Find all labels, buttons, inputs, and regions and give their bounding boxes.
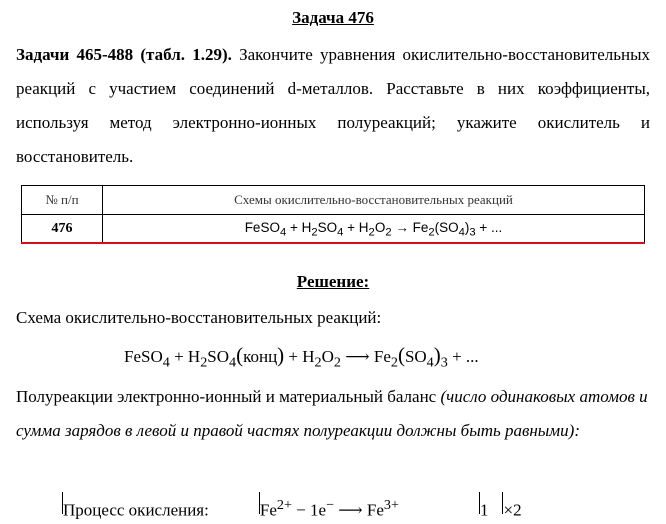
- eq-sub: 2: [368, 226, 375, 239]
- eq-part: O: [374, 219, 386, 235]
- row-equation: [103, 215, 645, 244]
- row-number: 476: [22, 215, 103, 244]
- eq-sub: 2: [333, 354, 341, 371]
- eq-part: + H: [343, 219, 369, 235]
- eq-sub: 2: [390, 354, 398, 371]
- eq-sub: 4: [229, 354, 237, 371]
- eq-paren: (: [397, 343, 405, 367]
- eq-part: + H: [284, 347, 315, 366]
- eq-part: SO: [404, 347, 427, 366]
- oxidation-row: [0, 492, 666, 520]
- task-text: Закончите уравнения окислительно-восстановительных реакций с участием соединений d-металлов. Расставьте в них коэффициенты, используя метод электронно-ионных полуреакций; укажите окислитель и восстановитель.: [16, 45, 651, 166]
- eq-part: + H: [169, 347, 201, 366]
- eq-sub: 4: [337, 226, 344, 239]
- eq-part: (SO: [434, 219, 459, 235]
- reaction-table: [21, 185, 645, 244]
- eq-sub: 3: [469, 226, 476, 239]
- eq-part: конц: [243, 347, 278, 366]
- eq-sub: 4: [279, 226, 287, 239]
- eq-part: FeSO: [244, 219, 280, 235]
- balance-normal: Полуреакции электронно-ионный и материальный баланс: [16, 387, 441, 406]
- process-label: Процесс окисления:: [63, 500, 209, 520]
- eq-arrow: → Fe: [391, 219, 429, 235]
- table-underline: [21, 242, 645, 244]
- eq-paren: ): [433, 343, 441, 367]
- eq-part: FeSO: [124, 347, 163, 366]
- col-header-number: № п/п: [22, 186, 103, 215]
- eq-sub: 2: [311, 226, 318, 239]
- eq-part: SO: [207, 347, 229, 366]
- eq-sub: 4: [162, 354, 170, 371]
- eq-part: O: [321, 347, 334, 366]
- problem-title: Задача 476: [292, 8, 374, 27]
- eq-part: − 1e: [291, 500, 327, 520]
- eq-sub: 4: [426, 354, 434, 371]
- eq-part: ): [464, 219, 470, 235]
- eq-paren: ): [277, 343, 285, 367]
- task-label: Задачи 465-488 (табл. 1.29).: [16, 45, 232, 64]
- coef-one: 1: [479, 500, 489, 520]
- col-header-scheme: Схемы окислительно-восстановительных реакций: [103, 186, 645, 215]
- table-header-row: [22, 186, 645, 215]
- eq-sub: 2: [200, 354, 208, 371]
- eq-tail: + ...: [475, 219, 503, 235]
- eq-sub: 2: [385, 226, 392, 239]
- eq-sub: 2: [314, 354, 322, 371]
- eq-sub: 2: [428, 226, 435, 239]
- eq-part: SO: [317, 219, 338, 235]
- solution-title: Решение:: [296, 272, 370, 291]
- eq-paren: (: [236, 343, 244, 367]
- eq-sup: 2+: [276, 497, 292, 513]
- eq-part: + H: [286, 219, 312, 235]
- balance-italic: (число одинаковых атомов и сумма зарядов в левой и правой частях полуреакции должны быть равными):: [16, 387, 648, 440]
- table-row: [22, 215, 645, 244]
- eq-sub: 3: [440, 354, 448, 371]
- main-equation: [124, 341, 479, 376]
- eq-arrow: ⟶ Fe: [334, 500, 384, 520]
- scheme-label: Схема окислительно-восстановительных реакций:: [16, 308, 382, 327]
- eq-sup: 3+: [383, 497, 399, 513]
- eq-tail: + ...: [447, 347, 479, 366]
- eq-part: Fe: [259, 500, 277, 520]
- coef-times: ×2: [503, 500, 522, 520]
- eq-sup: −: [326, 497, 335, 513]
- balance-text: [16, 380, 650, 448]
- eq-part: Fe: [373, 347, 391, 366]
- eq-sub: 4: [458, 226, 465, 239]
- eq-arrow: ⟶: [340, 347, 374, 366]
- task-statement: [16, 38, 650, 174]
